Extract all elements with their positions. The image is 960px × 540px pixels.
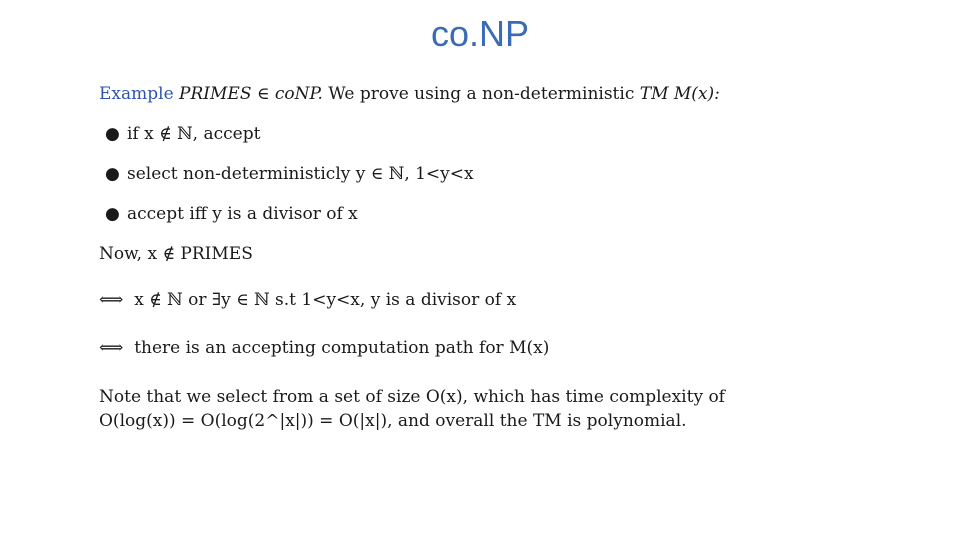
bullet-text: select non-deterministicly y ∈ ℕ, 1<y<x xyxy=(127,164,474,184)
intro-rest: We prove using a non-deterministic xyxy=(328,84,635,104)
equiv-text: there is an accepting computation path for M(x) xyxy=(134,338,550,358)
equiv-line xyxy=(99,336,549,360)
intro-claim: PRIMES ∈ coNP. xyxy=(179,84,323,104)
slide-title: co.NP xyxy=(430,13,530,54)
bullet-text: if x ∉ ℕ, accept xyxy=(127,124,261,144)
bullet-text: accept iff y is a divisor of x xyxy=(127,204,358,224)
note-line-1: Note that we select from a set of size O(x), which has time complexity of xyxy=(99,387,725,407)
bullet-dot-icon: ● xyxy=(105,204,120,224)
equiv-line xyxy=(99,288,516,312)
bullet-dot-icon: ● xyxy=(105,124,120,144)
bullet-item xyxy=(99,162,474,186)
intro-machine: TM M(x): xyxy=(639,84,720,104)
equiv-text: x ∉ ℕ or ∃y ∈ ℕ s.t 1<y<x, y is a divisor of x xyxy=(134,290,517,310)
bullet-dot-icon: ● xyxy=(105,164,120,184)
note-line-2: O(log(x)) = O(log(2^|x|)) = O(|x|), and overall the TM is polynomial. xyxy=(99,411,687,431)
intro-line xyxy=(99,82,720,106)
now-line: Now, x ∉ PRIMES xyxy=(99,244,253,264)
equiv-arrow-icon: ⟺ xyxy=(99,290,124,310)
bullet-item xyxy=(99,122,260,146)
example-label: Example xyxy=(99,84,174,104)
bullet-item xyxy=(99,202,358,226)
equiv-arrow-icon: ⟺ xyxy=(99,338,124,358)
